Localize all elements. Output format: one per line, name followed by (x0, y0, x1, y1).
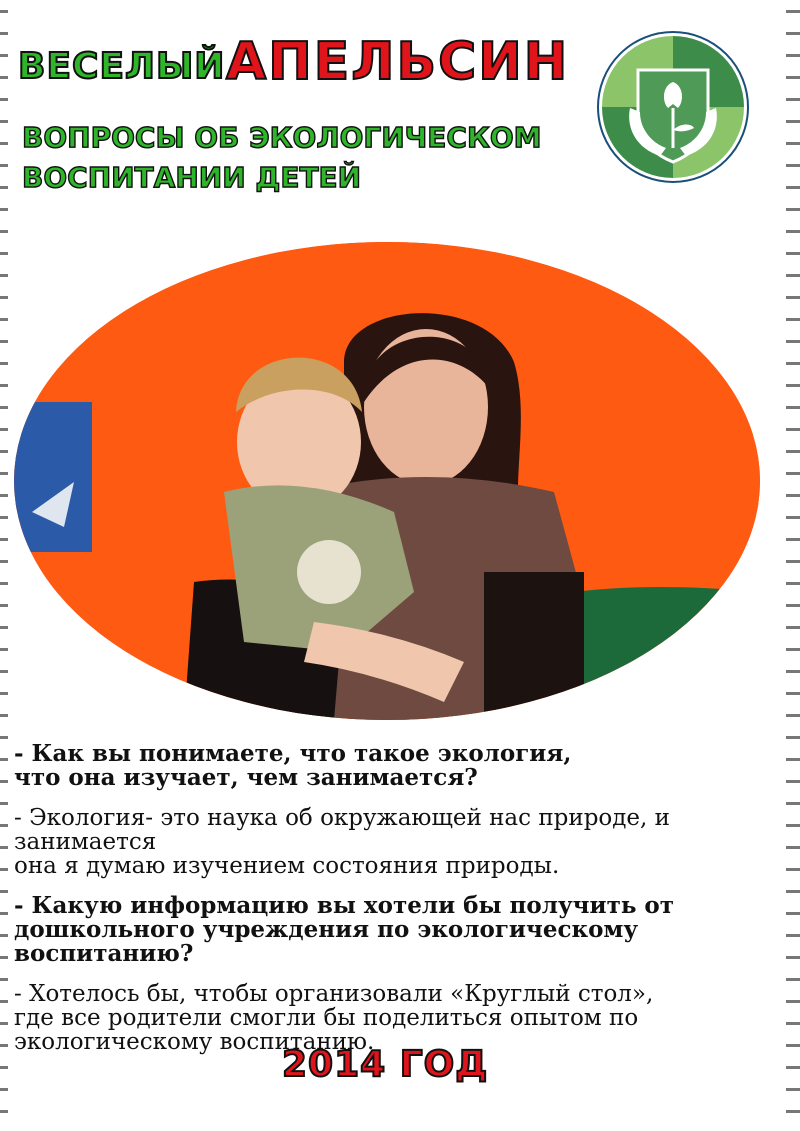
binding-mark (0, 54, 8, 57)
question-1-line-1: - Как вы понимаете, что такое экология, (14, 740, 572, 767)
mother-and-child-photo (14, 242, 760, 720)
binding-mark (786, 626, 800, 629)
binding-mark (786, 230, 800, 233)
binding-mark (0, 934, 8, 937)
binding-mark (786, 846, 800, 849)
binding-mark (786, 98, 800, 101)
binding-mark (786, 362, 800, 365)
binding-mark (0, 340, 8, 343)
binding-mark (786, 956, 800, 959)
binding-mark (0, 1066, 8, 1069)
binding-mark (0, 846, 8, 849)
page-subtitle (22, 118, 582, 198)
binding-mark (786, 54, 800, 57)
binding-mark (786, 538, 800, 541)
binding-mark (0, 538, 8, 541)
binding-mark (0, 758, 8, 761)
interview-text (14, 742, 784, 1054)
binding-mark (0, 692, 8, 695)
binding-mark (0, 516, 8, 519)
answer-2-line-3: экологическому воспитанию. (14, 1029, 375, 1055)
binding-mark (0, 384, 8, 387)
answer-2-line-2: где все родители смогли бы поделиться опытом по (14, 1005, 639, 1031)
binding-mark (786, 494, 800, 497)
binding-mark (0, 890, 8, 893)
binding-mark (786, 274, 800, 277)
binding-mark (786, 912, 800, 915)
binding-mark (786, 934, 800, 937)
binding-mark (786, 582, 800, 585)
binding-mark (786, 670, 800, 673)
binding-mark (786, 32, 800, 35)
title-word-apelsin: АПЕЛЬСИН (226, 32, 570, 92)
title-word-veselyi: ВЕСЕЛЫЙ (18, 46, 226, 87)
binding-mark (0, 120, 8, 123)
binding-mark (786, 208, 800, 211)
binding-mark (0, 494, 8, 497)
binding-mark (0, 428, 8, 431)
binding-mark (0, 956, 8, 959)
binding-mark (0, 164, 8, 167)
binding-mark (0, 472, 8, 475)
binding-mark (0, 626, 8, 629)
binding-mark (786, 252, 800, 255)
binding-mark (786, 318, 800, 321)
binding-mark (786, 516, 800, 519)
binding-mark (0, 274, 8, 277)
binding-right (784, 0, 800, 1131)
binding-mark (786, 472, 800, 475)
binding-mark (0, 802, 8, 805)
binding-mark (786, 736, 800, 739)
binding-mark (786, 406, 800, 409)
binding-mark (786, 384, 800, 387)
binding-mark (786, 76, 800, 79)
binding-mark (0, 76, 8, 79)
binding-mark (0, 736, 8, 739)
binding-mark (786, 120, 800, 123)
binding-mark (0, 230, 8, 233)
binding-mark (786, 1044, 800, 1047)
binding-mark (786, 978, 800, 981)
binding-mark (0, 1110, 8, 1113)
binding-mark (786, 186, 800, 189)
binding-mark (786, 758, 800, 761)
footer-year: 2014 ГОД (282, 1044, 489, 1085)
binding-mark (0, 978, 8, 981)
binding-mark (0, 648, 8, 651)
binding-mark (786, 428, 800, 431)
binding-mark (786, 164, 800, 167)
binding-mark (786, 780, 800, 783)
binding-mark (786, 142, 800, 145)
binding-mark (786, 560, 800, 563)
answer-1-line-1: - Экология- это наука об окружающей нас природе, и занимается (14, 805, 670, 855)
binding-mark (0, 1022, 8, 1025)
binding-mark (786, 450, 800, 453)
binding-mark (0, 582, 8, 585)
binding-mark (786, 1110, 800, 1113)
binding-mark (0, 604, 8, 607)
binding-mark (786, 692, 800, 695)
binding-mark (0, 252, 8, 255)
binding-mark (0, 186, 8, 189)
binding-mark (786, 1088, 800, 1091)
binding-mark (0, 362, 8, 365)
binding-mark (0, 912, 8, 915)
binding-mark (786, 604, 800, 607)
binding-mark (786, 868, 800, 871)
binding-mark (0, 714, 8, 717)
binding-mark (0, 780, 8, 783)
binding-mark (0, 1000, 8, 1003)
binding-mark (0, 98, 8, 101)
question-2-line-2: дошкольного учреждения по экологическому воспитанию? (14, 916, 639, 967)
binding-mark (786, 1022, 800, 1025)
binding-mark (0, 208, 8, 211)
binding-mark (786, 824, 800, 827)
subtitle-line-1: ВОПРОСЫ ОБ ЭКОЛОГИЧЕСКОМ (22, 121, 542, 154)
binding-mark (786, 1066, 800, 1069)
binding-mark (786, 802, 800, 805)
hands-tulip-logo-icon (596, 30, 750, 184)
binding-mark (0, 824, 8, 827)
binding-mark (0, 296, 8, 299)
binding-mark (0, 406, 8, 409)
binding-mark (786, 1000, 800, 1003)
binding-mark (0, 868, 8, 871)
answer-2-line-1: - Хотелось бы, чтобы организовали «Круглый стол», (14, 981, 654, 1007)
answer-1-line-2: она я думаю изучением состояния природы. (14, 853, 560, 879)
binding-mark (786, 340, 800, 343)
binding-mark (0, 10, 8, 13)
question-2-line-1: - Какую информацию вы хотели бы получить от (14, 892, 675, 919)
binding-mark (0, 1044, 8, 1047)
binding-mark (0, 450, 8, 453)
binding-mark (0, 1088, 8, 1091)
binding-mark (0, 318, 8, 321)
binding-mark (0, 670, 8, 673)
binding-mark (786, 890, 800, 893)
question-1-line-2: что она изучает, чем занимается? (14, 764, 478, 791)
binding-mark (786, 10, 800, 13)
binding-mark (0, 32, 8, 35)
binding-mark (786, 648, 800, 651)
binding-mark (0, 142, 8, 145)
binding-mark (0, 560, 8, 563)
binding-mark (786, 296, 800, 299)
subtitle-line-2: ВОСПИТАНИИ ДЕТЕЙ (22, 161, 362, 194)
binding-mark (786, 714, 800, 717)
